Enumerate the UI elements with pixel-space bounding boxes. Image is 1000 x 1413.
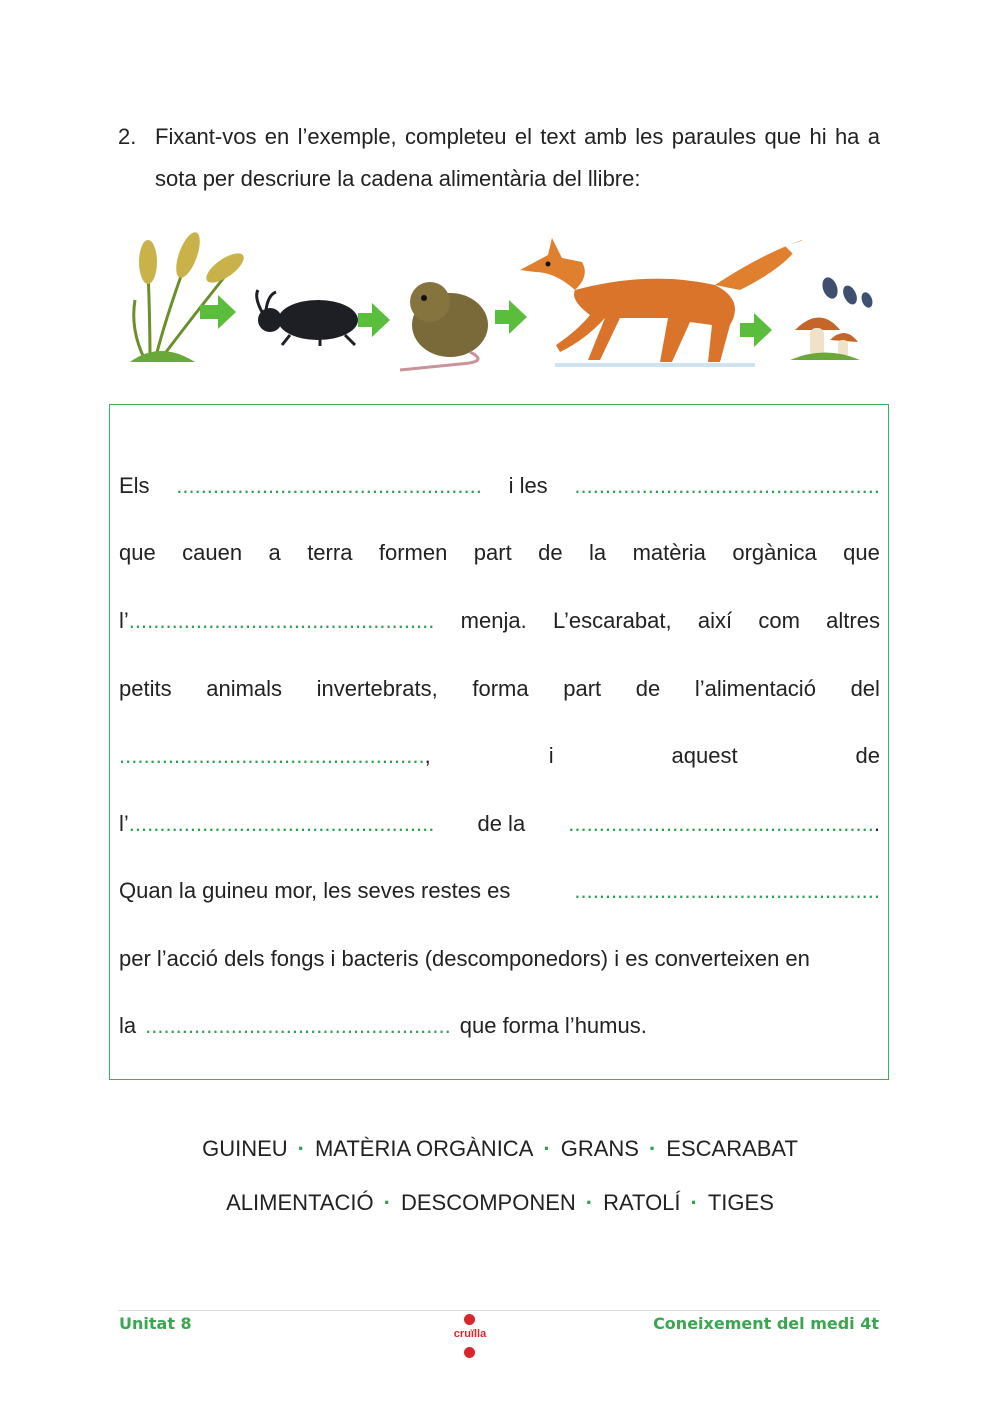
separator-dot: · <box>297 1136 305 1161</box>
separator-dot: · <box>690 1190 698 1215</box>
droppings-icon <box>820 275 875 309</box>
separator-dot: · <box>543 1136 551 1161</box>
word-materia-organica: MATÈRIA ORGÀNICA <box>314 1136 534 1161</box>
question-text: Fixant-vos en l’exemple, completeu el text amb les paraules que hi ha a sota per descriure la cadena alimentària del llibre: <box>155 124 880 191</box>
blank-field[interactable]: .................................................. <box>574 878 880 903</box>
logo-wordmark: cruïlla <box>453 1328 487 1340</box>
separator-dot: · <box>648 1136 657 1161</box>
arrow-icon <box>358 303 390 337</box>
logo-dot-bottom <box>464 1347 475 1358</box>
blank-field[interactable]: .................................................. <box>145 1013 451 1038</box>
blank-field[interactable]: .................................................. <box>176 473 482 498</box>
food-chain-illustration <box>0 0 1000 400</box>
logo-dot-top <box>464 1314 475 1325</box>
separator-dot: · <box>585 1190 594 1215</box>
word-alimentacio: ALIMENTACIÓ <box>226 1190 374 1215</box>
word-bank-row-1 <box>0 1136 1000 1162</box>
footer-divider <box>118 1310 880 1311</box>
word-descomponen: DESCOMPONEN <box>400 1190 576 1215</box>
word-guineu: GUINEU <box>202 1136 288 1161</box>
blank-field[interactable]: .................................................. <box>128 608 435 633</box>
text-line-6: l’.................................................. de la ................................................... <box>119 811 880 836</box>
text-line-8: per l’acció dels fongs i bacteris (descomponedors) i es converteixen en <box>119 946 810 971</box>
blank-field[interactable]: .................................................. <box>128 811 435 836</box>
text-line-7: Quan la guineu mor, les seves restes es .................................................. <box>119 876 880 906</box>
separator-dot: · <box>383 1190 391 1215</box>
arrow-icon <box>740 313 772 347</box>
text-line-2: que cauen a terra formen part de la matèria orgànica que <box>119 540 880 565</box>
footer-subject: Coneixement del medi 4t <box>653 1314 879 1333</box>
word-grans: GRANS <box>560 1136 639 1161</box>
blank-field[interactable]: .................................................. <box>119 743 425 768</box>
word-escarabat: ESCARABAT <box>666 1136 798 1161</box>
word-ratoli: RATOLÍ <box>603 1190 681 1215</box>
grain-stalks-icon <box>130 229 248 362</box>
cruilla-logo <box>447 1312 493 1362</box>
text-line-3: l’.................................................. menja. L’escarabat, així com altres <box>119 608 880 633</box>
word-bank-row-2 <box>0 1190 1000 1216</box>
arrow-icon <box>495 300 527 334</box>
word-tiges: TIGES <box>707 1190 774 1215</box>
text-line-4: petits animals invertebrats, forma part de l’alimentació del <box>119 676 880 701</box>
blank-field[interactable]: .................................................. <box>568 811 874 836</box>
text-line-1: Els .................................................. i les .................................................. <box>119 471 880 501</box>
fox-icon <box>520 238 804 365</box>
text-line-9: la .................................................. que forma l’humus. <box>119 1011 880 1041</box>
vole-icon <box>400 282 488 370</box>
question-number: 2. <box>118 124 137 149</box>
blank-field[interactable]: .................................................. <box>574 473 880 498</box>
mushroom-icon <box>790 318 860 361</box>
footer-unit: Unitat 8 <box>119 1314 192 1333</box>
text-line-5: .................................................., i aquest de <box>119 743 880 768</box>
beetle-icon <box>257 290 358 346</box>
